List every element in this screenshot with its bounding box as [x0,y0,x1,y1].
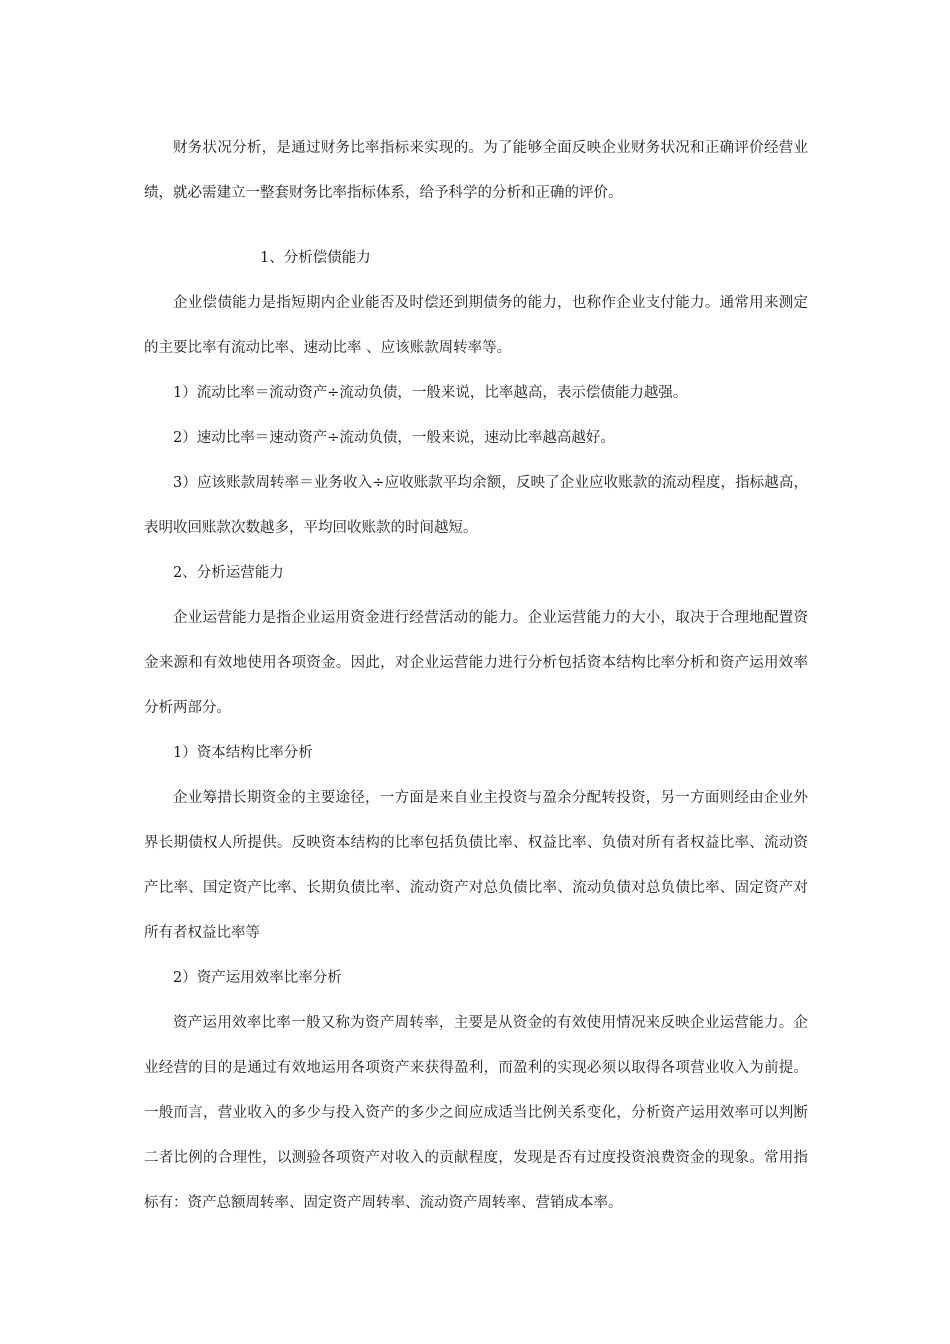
capital-structure-paragraph: 企业筹措长期资金的主要途径，一方面是来自业主投资与盈余分配转投资，另一方面则经由企业外界长期债权人所提供。反映资本结构的比率包括负债比率、权益比率、负债对所有者权益比率、流动资产比率、国定资产比率、长期负债比率、流动资产对总负债比率、流动负债对总负债比率、固定资产对所有者权益比率等 [144,790,808,941]
section-1-heading: 1、分析偿债能力 [260,250,371,266]
asset-efficiency-paragraph: 资产运用效率比率一般又称为资产周转率，主要是从资金的有效使用情况来反映企业运营能力。企业经营的目的是通过有效地运用各项资产来获得盈利，而盈利的实现必须以取得各项营业收入为前提。一般而言，营业收入的多少与投入资产的多少之间应成适当比例关系变化，分析资产运用效率可以判断二者比例的合理性，以测验各项资产对收入的贡献程度，发现是否有过度投资浪费资金的现象。常用指标有：资产总额周转率、固定资产周转率、流动资产周转率、营销成本率。 [144,1015,808,1211]
current-ratio-item: 1）流动比率＝流动资产÷流动负债，一般来说，比率越高，表示偿债能力越强。 [173,385,688,401]
receivables-turnover-item: 3）应该账款周转率＝业务收入÷应收账款平均余额，反映了企业应收账款的流动程度，指标越高，表明收回账款次数越多，平均回收账款的时间越短。 [144,475,808,536]
capital-structure-heading: 1）资本结构比率分析 [173,745,313,761]
section-2-paragraph: 企业运营能力是指企业运用资金进行经营活动的能力。企业运营能力的大小，取决于合理地配置资金来源和有效地使用各项资金。因此，对企业运营能力进行分析包括资本结构比率分析和资产运用效率分析两部分。 [144,610,808,716]
asset-efficiency-heading: 2）资产运用效率比率分析 [173,970,342,986]
quick-ratio-item: 2）速动比率＝速动资产÷流动负债，一般来说，速动比率越高越好。 [173,430,615,446]
section-1-paragraph: 企业偿债能力是指短期内企业能否及时偿还到期债务的能力，也称作企业支付能力。通常用来测定的主要比率有流动比率、速动比率 、应该账款周转率等。 [144,295,808,356]
intro-paragraph: 财务状况分析，是通过财务比率指标来实现的。为了能够全面反映企业财务状况和正确评价经营业绩，就必需建立一整套财务比率指标体系，给予科学的分析和正确的评价。 [144,140,808,201]
document-body [144,126,808,1226]
section-2-heading: 2、分析运营能力 [173,565,284,581]
